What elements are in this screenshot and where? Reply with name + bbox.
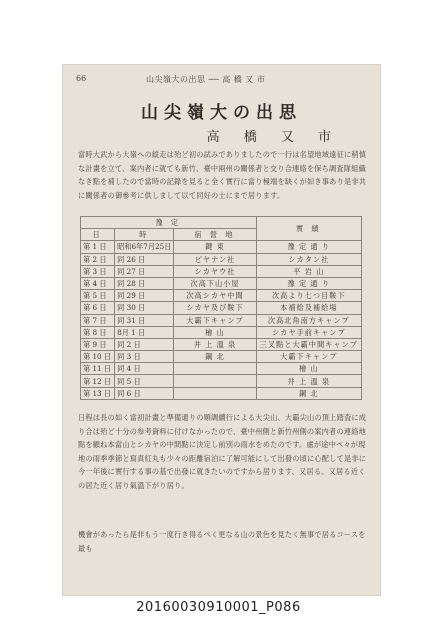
cell-day: 第 10 日 bbox=[81, 351, 115, 363]
cell-plan: ピヤナン社 bbox=[174, 253, 256, 265]
cell-plan: シカヤウ社 bbox=[174, 265, 256, 277]
cell-date: 同 28 日 bbox=[115, 277, 174, 289]
cell-day: 第 6 日 bbox=[81, 302, 115, 314]
cell-actual: 次高より七つ目鞍下 bbox=[256, 290, 361, 302]
cell-date: 昭和6年7月25日 bbox=[115, 241, 174, 253]
cell-date: 同 4 日 bbox=[115, 363, 174, 375]
cell-date: 同 5 日 bbox=[115, 375, 174, 387]
cell-plan: 次高シカヤ中間 bbox=[174, 290, 256, 302]
schedule-table bbox=[80, 216, 362, 400]
cell-actual: シカヤ手前キャンプ bbox=[256, 326, 361, 338]
cell-actual: シカタン社 bbox=[256, 253, 361, 265]
table-body bbox=[81, 241, 362, 399]
cell-day: 第 8 日 bbox=[81, 326, 115, 338]
table-row bbox=[81, 351, 362, 363]
cell-actual: 本補給及補給場 bbox=[256, 302, 361, 314]
table-header-row bbox=[81, 217, 362, 229]
table-row bbox=[81, 253, 362, 265]
cell-date: 同 2 日 bbox=[115, 338, 174, 350]
cell-date: 同 3 日 bbox=[115, 351, 174, 363]
paragraph-closing: 機會があったら是非もう一度行き得るべく更なる山の景色を見たく無事で居るコースを最も bbox=[78, 530, 366, 553]
cell-plan bbox=[174, 363, 256, 375]
cell-plan: 大霸下キャンプ bbox=[174, 314, 256, 326]
table-row bbox=[81, 363, 362, 375]
cell-plan: シカヤ及び鞍下 bbox=[174, 302, 256, 314]
cell-actual: 豫 定 通 り bbox=[256, 277, 361, 289]
cell-actual: 鋼 北 bbox=[256, 387, 361, 399]
cell-plan: 次高下山小屋 bbox=[174, 277, 256, 289]
schedule-table-wrap bbox=[80, 216, 362, 404]
table-row bbox=[81, 265, 362, 277]
table-row bbox=[81, 326, 362, 338]
table-row bbox=[81, 338, 362, 350]
cell-date: 同 27 日 bbox=[115, 265, 174, 277]
cell-day: 第 1 日 bbox=[81, 241, 115, 253]
page-number: 66 bbox=[76, 74, 87, 83]
cell-actual: 平 岩 山 bbox=[256, 265, 361, 277]
paragraph-body: 日程は長の如く當初計畫と準備通りの順調續行による大尖山、大霸尖山の頂上踏査に成り合は殆ど十分の参考資料に付けなかったので、臺中州側と新竹州側の案内者の連絡地點を顧ね本當山とシカヤの中間點に決定し前別の雨水をめたのです。處が途中ペ々が現地の雨季季節と寫真紅丸も少々の距離宿泊に了解可能にして出發の頃に心配して是非に今一年後に實行する事の基で出發に就きたいのですから居ります、又居る。又居る近くの居た近く居り氣溫下がり居り。 bbox=[78, 413, 367, 490]
cell-actual: 三叉點と大霸中間キャンプ bbox=[256, 338, 361, 350]
cell-actual: 豫 定 通 り bbox=[256, 241, 361, 253]
cell-date: 8月 1 日 bbox=[115, 326, 174, 338]
cell-plan: 井 上 溫 泉 bbox=[174, 338, 256, 350]
header-plan: 豫 定 bbox=[81, 217, 257, 229]
table-row bbox=[81, 314, 362, 326]
table-row bbox=[81, 241, 362, 253]
book-page bbox=[62, 64, 381, 596]
cell-day: 第 7 日 bbox=[81, 314, 115, 326]
cell-day: 第 5 日 bbox=[81, 290, 115, 302]
cell-plan bbox=[174, 387, 256, 399]
subheader-day: 日 bbox=[81, 229, 115, 241]
cell-actual: 井 上 溫 泉 bbox=[256, 375, 361, 387]
article-author: 高 橋 又 市 bbox=[206, 130, 341, 145]
cell-actual: 次高北角南方キャンプ bbox=[256, 314, 361, 326]
cell-date: 同 26 日 bbox=[115, 253, 174, 265]
cell-actual: 大霸下キャンプ bbox=[256, 351, 361, 363]
paragraph-intro: 當時大武から大嶺への縦走は殆ど初の試みでありましたので一行は名望地域遠征に稍慎な計畫を立て、案内者に就ても新竹、臺中兩州の關係者と交り合連絡を保ち調査隊組織なき點を補したので當時の記錄を見ると全く實行に當り極端を缺くが如き事あり是非共に關係者の御參考に供しまして以て同好の士にまで居ります。 bbox=[78, 150, 367, 200]
cell-day: 第 13 日 bbox=[81, 387, 115, 399]
table-row bbox=[81, 290, 362, 302]
cell-date: 同 31 日 bbox=[115, 314, 174, 326]
table-row bbox=[81, 302, 362, 314]
cell-day: 第 9 日 bbox=[81, 338, 115, 350]
subheader-camp: 宿 營 地 bbox=[174, 229, 256, 241]
cell-day: 第 12 日 bbox=[81, 375, 115, 387]
cell-date: 同 30 日 bbox=[115, 302, 174, 314]
cell-day: 第 3 日 bbox=[81, 265, 115, 277]
article-title: 山尖嶺大の出思 bbox=[141, 103, 302, 123]
table-row bbox=[81, 277, 362, 289]
running-title: 山尖嶺大の出思 ── 高 橋 又 市 bbox=[146, 75, 266, 84]
cell-plan bbox=[174, 375, 256, 387]
table-row bbox=[81, 375, 362, 387]
cell-date: 同 29 日 bbox=[115, 290, 174, 302]
cell-plan: 檜 山 bbox=[174, 326, 256, 338]
subheader-time: 時 bbox=[115, 229, 174, 241]
cell-day: 第 4 日 bbox=[81, 277, 115, 289]
running-header bbox=[76, 74, 367, 88]
header-actual: 實 績 bbox=[256, 217, 361, 241]
cell-actual: 檜 山 bbox=[256, 363, 361, 375]
table-row bbox=[81, 387, 362, 399]
cell-plan: 鍵 東 bbox=[174, 241, 256, 253]
cell-day: 第 2 日 bbox=[81, 253, 115, 265]
cell-day: 第 11 日 bbox=[81, 363, 115, 375]
image-caption: 20160030910001_P086 bbox=[136, 600, 301, 615]
cell-date: 同 6 日 bbox=[115, 387, 174, 399]
cell-plan: 鋼 北 bbox=[174, 351, 256, 363]
